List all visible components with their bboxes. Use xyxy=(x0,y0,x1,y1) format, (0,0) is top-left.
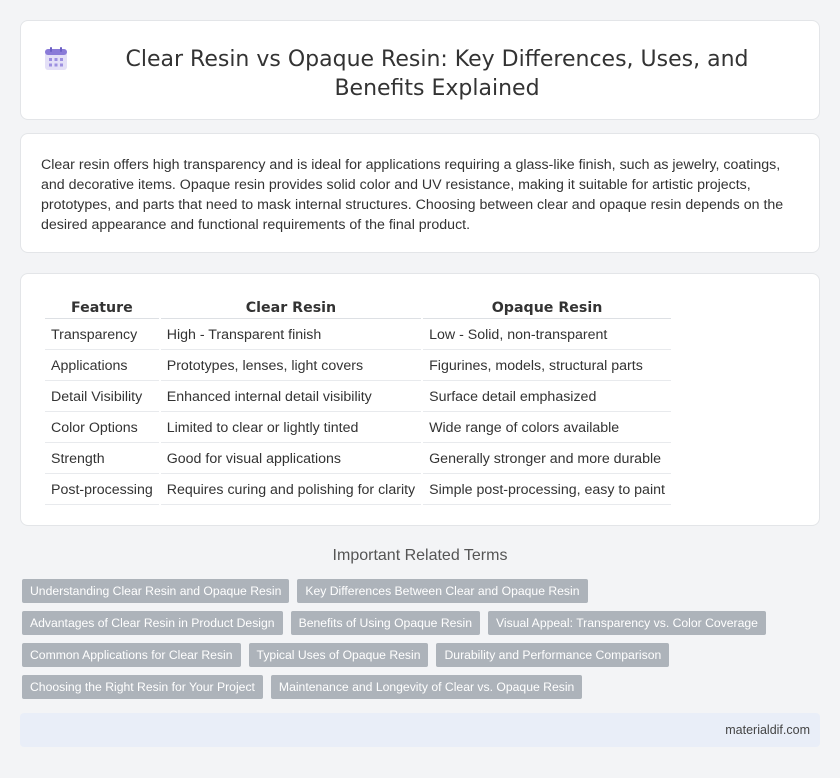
related-term-link[interactable]: Advantages of Clear Resin in Product Design xyxy=(22,611,283,635)
page-title: Clear Resin vs Opaque Resin: Key Differences, Uses, and Benefits Explained xyxy=(125,47,749,101)
table-cell: Simple post-processing, easy to paint xyxy=(423,476,671,505)
table-cell: Requires curing and polishing for clarity xyxy=(161,476,421,505)
table-header-row xyxy=(45,297,671,319)
comparison-card xyxy=(20,273,820,526)
column-header-clear-resin: Clear Resin xyxy=(161,297,421,319)
table-cell: Applications xyxy=(45,352,159,381)
related-terms-heading: Important Related Terms xyxy=(332,547,508,564)
table-cell: Enhanced internal detail visibility xyxy=(161,383,421,412)
table-cell: Limited to clear or lightly tinted xyxy=(161,414,421,443)
table-cell: Transparency xyxy=(45,321,159,350)
table-row xyxy=(45,414,671,443)
related-term-link[interactable]: Typical Uses of Opaque Resin xyxy=(249,643,429,667)
table-row xyxy=(45,321,671,350)
related-term-link[interactable]: Durability and Performance Comparison xyxy=(436,643,669,667)
table-row xyxy=(45,383,671,412)
related-term-link[interactable]: Maintenance and Longevity of Clear vs. Opaque Resin xyxy=(271,675,582,699)
intro-card xyxy=(20,133,820,253)
header-card xyxy=(20,20,820,120)
related-term-link[interactable]: Common Applications for Clear Resin xyxy=(22,643,241,667)
related-term-link[interactable]: Benefits of Using Opaque Resin xyxy=(291,611,480,635)
table-cell: Good for visual applications xyxy=(161,445,421,474)
table-cell: Generally stronger and more durable xyxy=(423,445,671,474)
table-cell: Wide range of colors available xyxy=(423,414,671,443)
table-cell: Post-processing xyxy=(45,476,159,505)
footer xyxy=(20,713,820,747)
table-cell: Detail Visibility xyxy=(45,383,159,412)
table-cell: High - Transparent finish xyxy=(161,321,421,350)
related-term-link[interactable]: Choosing the Right Resin for Your Project xyxy=(22,675,263,699)
table-row xyxy=(45,445,671,474)
comparison-table xyxy=(43,295,673,507)
table-row xyxy=(45,352,671,381)
column-header-feature: Feature xyxy=(45,297,159,319)
site-name: materialdif.com xyxy=(725,723,810,737)
intro-paragraph: Clear resin offers high transparency and is ideal for applications requiring a glass-like finish, such as jewelry, coatings, and decorative items. Opaque resin provides solid color and UV resistance, making it suitable for artistic projects, prototypes, and parts that need to mask internal structures. Choosing between clear and opaque resin depends on the desired appearance and functional requirements of the final product. xyxy=(41,157,784,233)
table-cell: Prototypes, lenses, light covers xyxy=(161,352,421,381)
related-term-link[interactable]: Key Differences Between Clear and Opaque Resin xyxy=(297,579,587,603)
column-header-opaque-resin: Opaque Resin xyxy=(423,297,671,319)
related-terms-list xyxy=(22,579,812,699)
table-cell: Surface detail emphasized xyxy=(423,383,671,412)
table-cell: Low - Solid, non-transparent xyxy=(423,321,671,350)
related-term-link[interactable]: Understanding Clear Resin and Opaque Resin xyxy=(22,579,289,603)
related-term-link[interactable]: Visual Appeal: Transparency vs. Color Coverage xyxy=(488,611,766,635)
table-row xyxy=(45,476,671,505)
table-cell: Color Options xyxy=(45,414,159,443)
table-cell: Strength xyxy=(45,445,159,474)
table-cell: Figurines, models, structural parts xyxy=(423,352,671,381)
